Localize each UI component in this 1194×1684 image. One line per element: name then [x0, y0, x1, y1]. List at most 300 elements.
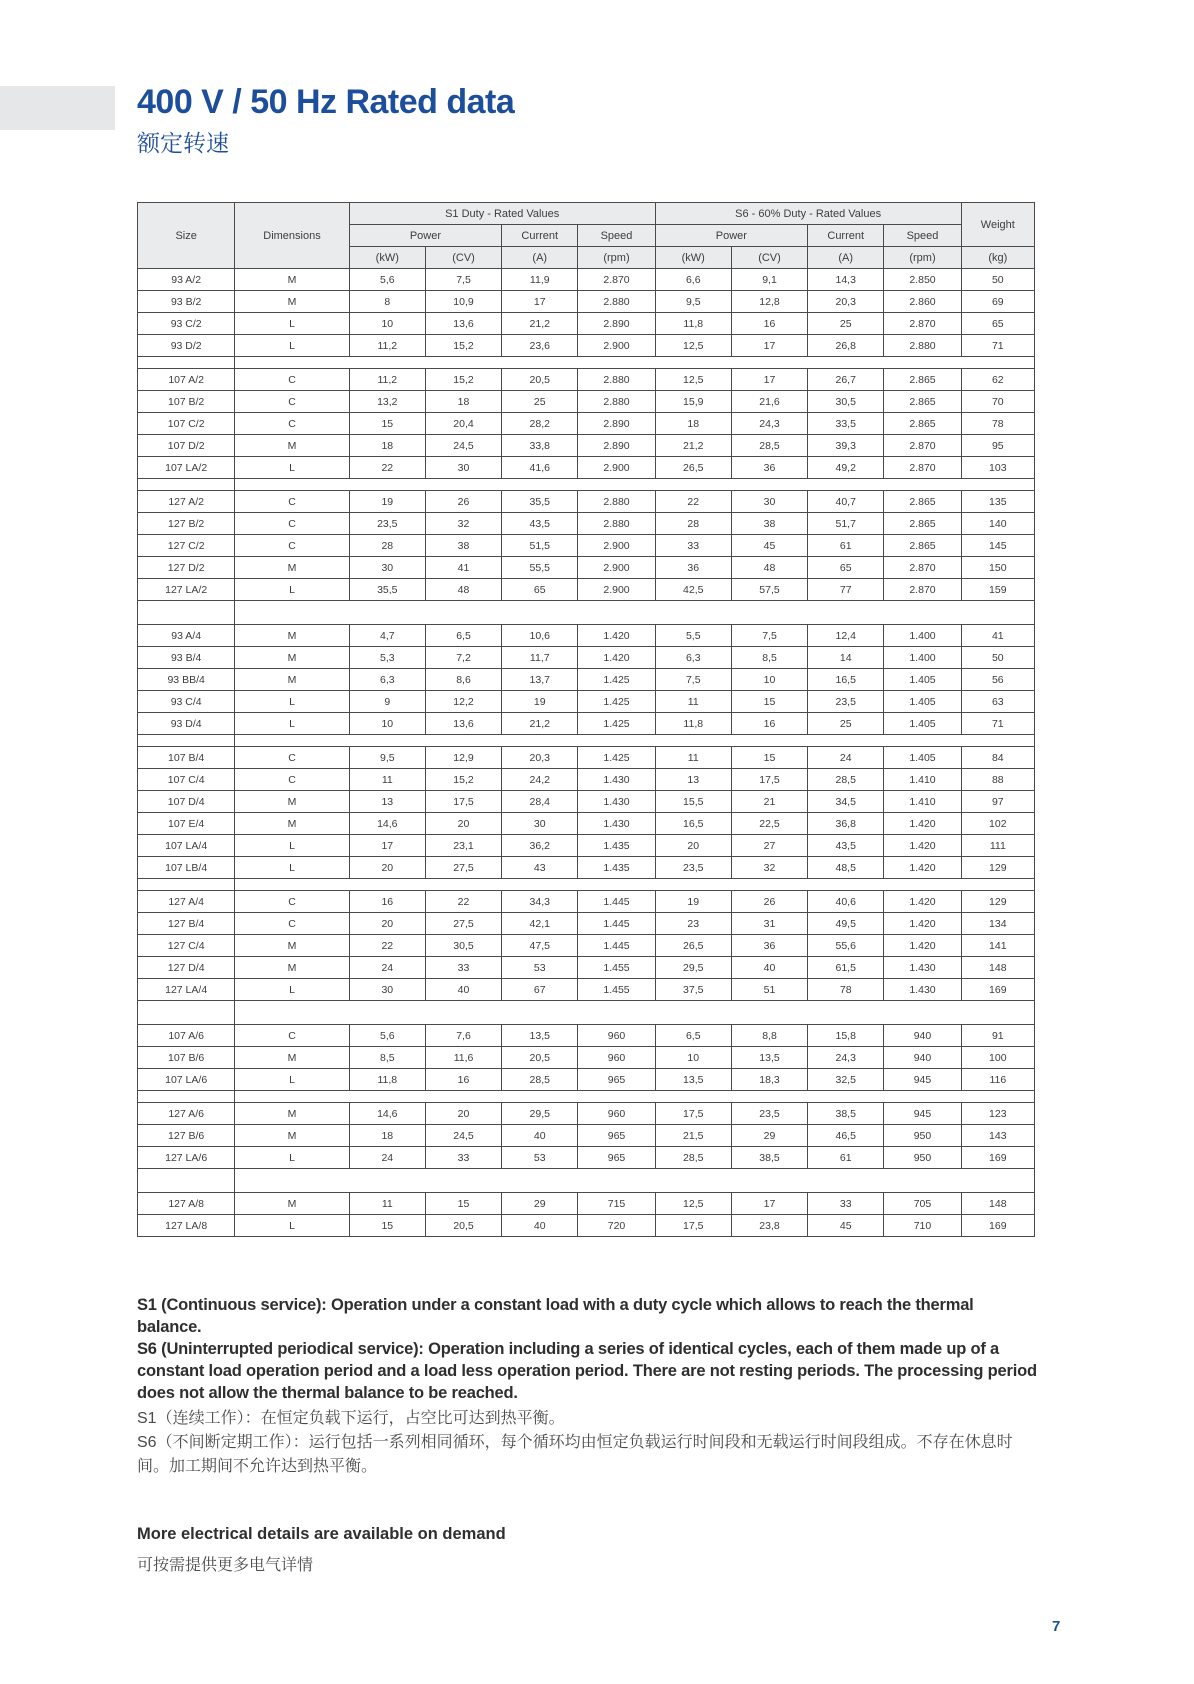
- separator-size-cell: [138, 879, 235, 891]
- separator-span-cell: [235, 357, 1035, 369]
- s6-speed-cell: 1.405: [884, 669, 961, 691]
- s6-power-kw-cell: 17,5: [655, 1215, 731, 1237]
- s1-speed-cell: 960: [578, 1103, 655, 1125]
- weight-cell: 63: [961, 691, 1034, 713]
- weight-cell: 71: [961, 335, 1034, 357]
- s6-current-cell: 32,5: [808, 1069, 884, 1091]
- unit-s6-cv: (CV): [731, 247, 807, 269]
- s1-current-cell: 51,5: [502, 535, 578, 557]
- weight-cell: 100: [961, 1047, 1034, 1069]
- s1-power-cv-cell: 30: [425, 457, 501, 479]
- table-row: [138, 691, 1035, 713]
- weight-cell: 62: [961, 369, 1034, 391]
- table-row: [138, 913, 1035, 935]
- dimensions-cell: C: [235, 369, 349, 391]
- dimensions-cell: M: [235, 1047, 349, 1069]
- s1-speed-cell: 1.425: [578, 713, 655, 735]
- s1-current-cell: 65: [502, 579, 578, 601]
- table-row: [138, 1147, 1035, 1169]
- table-row: [138, 1047, 1035, 1069]
- s6-power-kw-cell: 6,3: [655, 647, 731, 669]
- s1-power-cv-cell: 30,5: [425, 935, 501, 957]
- s1-power-kw-cell: 35,5: [349, 579, 425, 601]
- size-cell: 93 D/2: [138, 335, 235, 357]
- s1-speed-cell: 1.445: [578, 913, 655, 935]
- s1-power-kw-cell: 20: [349, 857, 425, 879]
- s1-power-kw-cell: 23,5: [349, 513, 425, 535]
- s6-power-cv-cell: 21,6: [731, 391, 807, 413]
- dimensions-cell: C: [235, 391, 349, 413]
- s6-current-cell: 12,4: [808, 625, 884, 647]
- s6-power-kw-cell: 13: [655, 769, 731, 791]
- size-cell: 127 B/6: [138, 1125, 235, 1147]
- size-cell: 93 A/2: [138, 269, 235, 291]
- s6-speed-cell: 2.870: [884, 579, 961, 601]
- weight-cell: 135: [961, 491, 1034, 513]
- page-title: 400 V / 50 Hz Rated data: [137, 83, 515, 121]
- table-row: [138, 491, 1035, 513]
- s1-current-cell: 55,5: [502, 557, 578, 579]
- s6-power-cv-cell: 17: [731, 369, 807, 391]
- weight-cell: 97: [961, 791, 1034, 813]
- s6-current-cell: 51,7: [808, 513, 884, 535]
- weight-cell: 50: [961, 269, 1034, 291]
- s1-power-cv-cell: 15,2: [425, 769, 501, 791]
- weight-cell: 56: [961, 669, 1034, 691]
- weight-cell: 140: [961, 513, 1034, 535]
- dimensions-cell: L: [235, 1215, 349, 1237]
- weight-cell: 70: [961, 391, 1034, 413]
- size-cell: 93 BB/4: [138, 669, 235, 691]
- s1-power-kw-cell: 24: [349, 1147, 425, 1169]
- dimensions-cell: M: [235, 647, 349, 669]
- s6-speed-cell: 945: [884, 1103, 961, 1125]
- size-cell: 93 B/2: [138, 291, 235, 313]
- table-row: [138, 1215, 1035, 1237]
- dimensions-cell: C: [235, 747, 349, 769]
- unit-s1-cv: (CV): [425, 247, 501, 269]
- s1-speed-cell: 2.870: [578, 269, 655, 291]
- s1-power-kw-cell: 15: [349, 413, 425, 435]
- table-row: [138, 813, 1035, 835]
- s6-power-cv-cell: 17: [731, 1193, 807, 1215]
- s6-current-cell: 61: [808, 535, 884, 557]
- s1-power-kw-cell: 19: [349, 491, 425, 513]
- table-row: [138, 313, 1035, 335]
- s6-current-cell: 15,8: [808, 1025, 884, 1047]
- table-row: [138, 891, 1035, 913]
- s6-power-cv-cell: 15: [731, 747, 807, 769]
- unit-s1-rpm: (rpm): [578, 247, 655, 269]
- s6-power-cv-cell: 48: [731, 557, 807, 579]
- s1-power-kw-cell: 11: [349, 1193, 425, 1215]
- s6-power-cv-cell: 29: [731, 1125, 807, 1147]
- dimensions-cell: L: [235, 313, 349, 335]
- dimensions-cell: L: [235, 835, 349, 857]
- dimensions-cell: M: [235, 1193, 349, 1215]
- dimensions-cell: C: [235, 891, 349, 913]
- s1-power-cv-cell: 6,5: [425, 625, 501, 647]
- s6-power-kw-cell: 28: [655, 513, 731, 535]
- s6-speed-cell: 1.420: [884, 913, 961, 935]
- s1-power-kw-cell: 10: [349, 713, 425, 735]
- dimensions-cell: M: [235, 625, 349, 647]
- s6-speed-cell: 1.410: [884, 791, 961, 813]
- weight-cell: 134: [961, 913, 1034, 935]
- s6-power-kw-cell: 37,5: [655, 979, 731, 1001]
- s1-current-cell: 41,6: [502, 457, 578, 479]
- left-decoration-bar: [0, 86, 115, 130]
- s6-power-kw-cell: 42,5: [655, 579, 731, 601]
- s1-power-cv-cell: 41: [425, 557, 501, 579]
- weight-cell: 78: [961, 413, 1034, 435]
- size-cell: 107 A/2: [138, 369, 235, 391]
- dimensions-cell: C: [235, 769, 349, 791]
- table-row: [138, 791, 1035, 813]
- size-cell: 127 C/2: [138, 535, 235, 557]
- s6-power-kw-cell: 26,5: [655, 935, 731, 957]
- unit-s6-rpm: (rpm): [884, 247, 961, 269]
- table-row: [138, 557, 1035, 579]
- s6-current-cell: 28,5: [808, 769, 884, 791]
- weight-cell: 65: [961, 313, 1034, 335]
- s1-power-kw-cell: 11,2: [349, 369, 425, 391]
- s1-speed-cell: 715: [578, 1193, 655, 1215]
- s1-current-cell: 23,6: [502, 335, 578, 357]
- dimensions-cell: L: [235, 1069, 349, 1091]
- s1-speed-cell: 2.880: [578, 369, 655, 391]
- s6-current-cell: 26,8: [808, 335, 884, 357]
- separator-size-cell: [138, 357, 235, 369]
- s1-power-cv-cell: 15,2: [425, 335, 501, 357]
- s6-power-kw-cell: 21,5: [655, 1125, 731, 1147]
- s1-power-cv-cell: 20: [425, 813, 501, 835]
- table-row: [138, 391, 1035, 413]
- dimensions-cell: L: [235, 1147, 349, 1169]
- s1-speed-cell: 2.880: [578, 491, 655, 513]
- s6-speed-cell: 1.400: [884, 625, 961, 647]
- col-header-s6-speed: Speed: [884, 225, 961, 247]
- s6-speed-cell: 1.430: [884, 979, 961, 1001]
- s6-power-kw-cell: 7,5: [655, 669, 731, 691]
- s6-current-cell: 26,7: [808, 369, 884, 391]
- s1-speed-cell: 2.880: [578, 391, 655, 413]
- s6-power-kw-cell: 11: [655, 691, 731, 713]
- s6-power-kw-cell: 18: [655, 413, 731, 435]
- s1-power-kw-cell: 5,6: [349, 269, 425, 291]
- weight-cell: 159: [961, 579, 1034, 601]
- s6-current-cell: 78: [808, 979, 884, 1001]
- s6-speed-cell: 1.420: [884, 813, 961, 835]
- dimensions-cell: C: [235, 1025, 349, 1047]
- s6-power-cv-cell: 13,5: [731, 1047, 807, 1069]
- table-row: [138, 513, 1035, 535]
- s6-power-cv-cell: 16: [731, 313, 807, 335]
- dimensions-cell: L: [235, 335, 349, 357]
- s6-power-cv-cell: 36: [731, 935, 807, 957]
- separator-size-cell: [138, 1001, 235, 1025]
- s1-power-cv-cell: 48: [425, 579, 501, 601]
- s6-speed-cell: 2.870: [884, 435, 961, 457]
- dimensions-cell: L: [235, 691, 349, 713]
- dimensions-cell: M: [235, 435, 349, 457]
- separator-size-cell: [138, 479, 235, 491]
- dimensions-cell: L: [235, 457, 349, 479]
- s1-current-cell: 35,5: [502, 491, 578, 513]
- s1-current-cell: 28,4: [502, 791, 578, 813]
- s6-speed-cell: 2.865: [884, 491, 961, 513]
- s6-current-cell: 40,6: [808, 891, 884, 913]
- s1-speed-cell: 1.435: [578, 835, 655, 857]
- s6-power-cv-cell: 23,5: [731, 1103, 807, 1125]
- col-header-s1-power: Power: [349, 225, 501, 247]
- s1-power-kw-cell: 30: [349, 557, 425, 579]
- s1-power-kw-cell: 18: [349, 435, 425, 457]
- s1-power-cv-cell: 26: [425, 491, 501, 513]
- s1-speed-cell: 1.430: [578, 769, 655, 791]
- s1-speed-cell: 2.900: [578, 457, 655, 479]
- s6-speed-cell: 2.870: [884, 557, 961, 579]
- s6-current-cell: 16,5: [808, 669, 884, 691]
- dimensions-cell: M: [235, 669, 349, 691]
- s6-speed-cell: 945: [884, 1069, 961, 1091]
- weight-cell: 169: [961, 1215, 1034, 1237]
- note-s6-chinese: S6（不间断定期工作）：运行包括一系列相同循环，每个循环均由恒定负载运行时间段和无载运行时间段组成。不存在休息时间。加工期间不允许达到热平衡。: [137, 1434, 1013, 1476]
- s6-power-kw-cell: 21,2: [655, 435, 731, 457]
- col-header-s1-speed: Speed: [578, 225, 655, 247]
- s1-current-cell: 28,2: [502, 413, 578, 435]
- s6-power-cv-cell: 30: [731, 491, 807, 513]
- group-separator-row: [138, 1091, 1035, 1103]
- s6-power-cv-cell: 27: [731, 835, 807, 857]
- s1-power-cv-cell: 27,5: [425, 857, 501, 879]
- size-cell: 107 E/4: [138, 813, 235, 835]
- separator-size-cell: [138, 735, 235, 747]
- s6-power-cv-cell: 15: [731, 691, 807, 713]
- s6-power-kw-cell: 15,5: [655, 791, 731, 813]
- weight-cell: 141: [961, 935, 1034, 957]
- weight-cell: 143: [961, 1125, 1034, 1147]
- s6-current-cell: 38,5: [808, 1103, 884, 1125]
- dimensions-cell: M: [235, 1103, 349, 1125]
- dimensions-cell: L: [235, 857, 349, 879]
- s1-current-cell: 11,7: [502, 647, 578, 669]
- size-cell: 127 B/4: [138, 913, 235, 935]
- s6-power-cv-cell: 31: [731, 913, 807, 935]
- s6-speed-cell: 1.420: [884, 891, 961, 913]
- table-row: [138, 647, 1035, 669]
- s1-power-cv-cell: 40: [425, 979, 501, 1001]
- dimensions-cell: C: [235, 513, 349, 535]
- size-cell: 107 LA/6: [138, 1069, 235, 1091]
- s6-power-cv-cell: 8,8: [731, 1025, 807, 1047]
- s1-power-cv-cell: 12,2: [425, 691, 501, 713]
- s6-power-cv-cell: 36: [731, 457, 807, 479]
- s1-speed-cell: 1.420: [578, 625, 655, 647]
- s1-power-cv-cell: 23,1: [425, 835, 501, 857]
- s6-power-kw-cell: 9,5: [655, 291, 731, 313]
- table-row: [138, 957, 1035, 979]
- s1-current-cell: 28,5: [502, 1069, 578, 1091]
- table-row: [138, 625, 1035, 647]
- more-details-block: [137, 1525, 1042, 1575]
- size-cell: 127 A/6: [138, 1103, 235, 1125]
- s1-power-cv-cell: 24,5: [425, 1125, 501, 1147]
- weight-cell: 169: [961, 979, 1034, 1001]
- s6-power-kw-cell: 16,5: [655, 813, 731, 835]
- col-header-s6-current: Current: [808, 225, 884, 247]
- s6-current-cell: 23,5: [808, 691, 884, 713]
- separator-size-cell: [138, 1091, 235, 1103]
- s6-current-cell: 34,5: [808, 791, 884, 813]
- s1-speed-cell: 720: [578, 1215, 655, 1237]
- s6-power-kw-cell: 10: [655, 1047, 731, 1069]
- s6-current-cell: 20,3: [808, 291, 884, 313]
- s1-power-kw-cell: 11: [349, 769, 425, 791]
- table-row: [138, 291, 1035, 313]
- s6-power-cv-cell: 9,1: [731, 269, 807, 291]
- dimensions-cell: M: [235, 291, 349, 313]
- group-separator-row: [138, 735, 1035, 747]
- size-cell: 107 D/4: [138, 791, 235, 813]
- s1-speed-cell: 965: [578, 1125, 655, 1147]
- more-details-english: More electrical details are available on demand: [137, 1525, 506, 1544]
- s6-power-kw-cell: 11,8: [655, 313, 731, 335]
- s6-power-kw-cell: 19: [655, 891, 731, 913]
- s1-speed-cell: 2.900: [578, 535, 655, 557]
- s1-power-cv-cell: 33: [425, 957, 501, 979]
- note-s1-english: S1 (Continuous service): Operation under a constant load with a duty cycle which allows to reach the thermal balance.: [137, 1296, 974, 1337]
- table-row: [138, 269, 1035, 291]
- separator-span-cell: [235, 879, 1035, 891]
- s1-power-kw-cell: 20: [349, 913, 425, 935]
- note-s1-chinese: S1（连续工作）：在恒定负载下运行，占空比可达到热平衡。: [137, 1410, 565, 1428]
- s6-current-cell: 14,3: [808, 269, 884, 291]
- s1-power-cv-cell: 13,6: [425, 713, 501, 735]
- table-row: [138, 435, 1035, 457]
- s1-power-cv-cell: 8,6: [425, 669, 501, 691]
- s6-current-cell: 61: [808, 1147, 884, 1169]
- s6-current-cell: 43,5: [808, 835, 884, 857]
- s6-power-kw-cell: 29,5: [655, 957, 731, 979]
- dimensions-cell: C: [235, 535, 349, 557]
- col-header-s1-duty: S1 Duty - Rated Values: [349, 203, 655, 225]
- s6-speed-cell: 1.405: [884, 691, 961, 713]
- s6-speed-cell: 2.880: [884, 335, 961, 357]
- s1-power-kw-cell: 10: [349, 313, 425, 335]
- s6-power-cv-cell: 45: [731, 535, 807, 557]
- s6-power-kw-cell: 17,5: [655, 1103, 731, 1125]
- s1-power-kw-cell: 30: [349, 979, 425, 1001]
- s6-speed-cell: 1.405: [884, 747, 961, 769]
- s1-current-cell: 53: [502, 957, 578, 979]
- s1-power-kw-cell: 28: [349, 535, 425, 557]
- weight-cell: 145: [961, 535, 1034, 557]
- weight-cell: 129: [961, 857, 1034, 879]
- col-header-s6-duty: S6 - 60% Duty - Rated Values: [655, 203, 961, 225]
- s6-power-cv-cell: 32: [731, 857, 807, 879]
- s1-speed-cell: 2.890: [578, 313, 655, 335]
- page-subtitle-chinese: 额定转速: [137, 130, 229, 157]
- s6-current-cell: 39,3: [808, 435, 884, 457]
- s1-current-cell: 34,3: [502, 891, 578, 913]
- s6-power-cv-cell: 17: [731, 335, 807, 357]
- weight-cell: 169: [961, 1147, 1034, 1169]
- s6-current-cell: 55,6: [808, 935, 884, 957]
- table-row: [138, 579, 1035, 601]
- s1-power-kw-cell: 13,2: [349, 391, 425, 413]
- weight-cell: 129: [961, 891, 1034, 913]
- page-content: [137, 0, 1042, 1575]
- s1-speed-cell: 1.425: [578, 747, 655, 769]
- s6-speed-cell: 2.870: [884, 457, 961, 479]
- s6-current-cell: 24: [808, 747, 884, 769]
- s1-speed-cell: 1.445: [578, 935, 655, 957]
- s6-current-cell: 40,7: [808, 491, 884, 513]
- s1-power-cv-cell: 33: [425, 1147, 501, 1169]
- weight-cell: 123: [961, 1103, 1034, 1125]
- weight-cell: 91: [961, 1025, 1034, 1047]
- size-cell: 127 A/8: [138, 1193, 235, 1215]
- s1-power-kw-cell: 22: [349, 935, 425, 957]
- s6-current-cell: 65: [808, 557, 884, 579]
- s1-power-kw-cell: 9,5: [349, 747, 425, 769]
- size-cell: 127 D/4: [138, 957, 235, 979]
- s6-power-cv-cell: 40: [731, 957, 807, 979]
- size-cell: 107 B/4: [138, 747, 235, 769]
- s1-speed-cell: 2.880: [578, 291, 655, 313]
- s6-speed-cell: 1.400: [884, 647, 961, 669]
- dimensions-cell: L: [235, 579, 349, 601]
- s1-current-cell: 17: [502, 291, 578, 313]
- s1-power-kw-cell: 17: [349, 835, 425, 857]
- dimensions-cell: M: [235, 957, 349, 979]
- table-row: [138, 747, 1035, 769]
- dimensions-cell: M: [235, 813, 349, 835]
- s1-current-cell: 13,7: [502, 669, 578, 691]
- s6-speed-cell: 2.850: [884, 269, 961, 291]
- size-cell: 127 LA/2: [138, 579, 235, 601]
- s1-power-cv-cell: 24,5: [425, 435, 501, 457]
- size-cell: 127 A/4: [138, 891, 235, 913]
- s6-current-cell: 25: [808, 313, 884, 335]
- table-row: [138, 1125, 1035, 1147]
- s1-speed-cell: 1.455: [578, 957, 655, 979]
- s1-power-cv-cell: 12,9: [425, 747, 501, 769]
- s1-current-cell: 29,5: [502, 1103, 578, 1125]
- size-cell: 127 D/2: [138, 557, 235, 579]
- s1-power-kw-cell: 9: [349, 691, 425, 713]
- s1-power-kw-cell: 8: [349, 291, 425, 313]
- s6-speed-cell: 940: [884, 1047, 961, 1069]
- s1-power-kw-cell: 24: [349, 957, 425, 979]
- s1-current-cell: 67: [502, 979, 578, 1001]
- s6-current-cell: 46,5: [808, 1125, 884, 1147]
- s6-power-cv-cell: 17,5: [731, 769, 807, 791]
- s1-power-cv-cell: 15: [425, 1193, 501, 1215]
- unit-s6-a: (A): [808, 247, 884, 269]
- table-row: [138, 769, 1035, 791]
- table-row: [138, 1025, 1035, 1047]
- separator-span-cell: [235, 1091, 1035, 1103]
- table-row: [138, 413, 1035, 435]
- table-header: [138, 203, 1035, 269]
- s1-current-cell: 24,2: [502, 769, 578, 791]
- group-separator-row: [138, 601, 1035, 625]
- note-s6-english: S6 (Uninterrupted periodical service): Operation including a series of identical cycles, each of them made up of a constant load operation period and a load less operation period. There are not resting periods. The processing period does not allow the thermal balance to be reached.: [137, 1340, 1037, 1403]
- s6-speed-cell: 950: [884, 1125, 961, 1147]
- s1-power-cv-cell: 32: [425, 513, 501, 535]
